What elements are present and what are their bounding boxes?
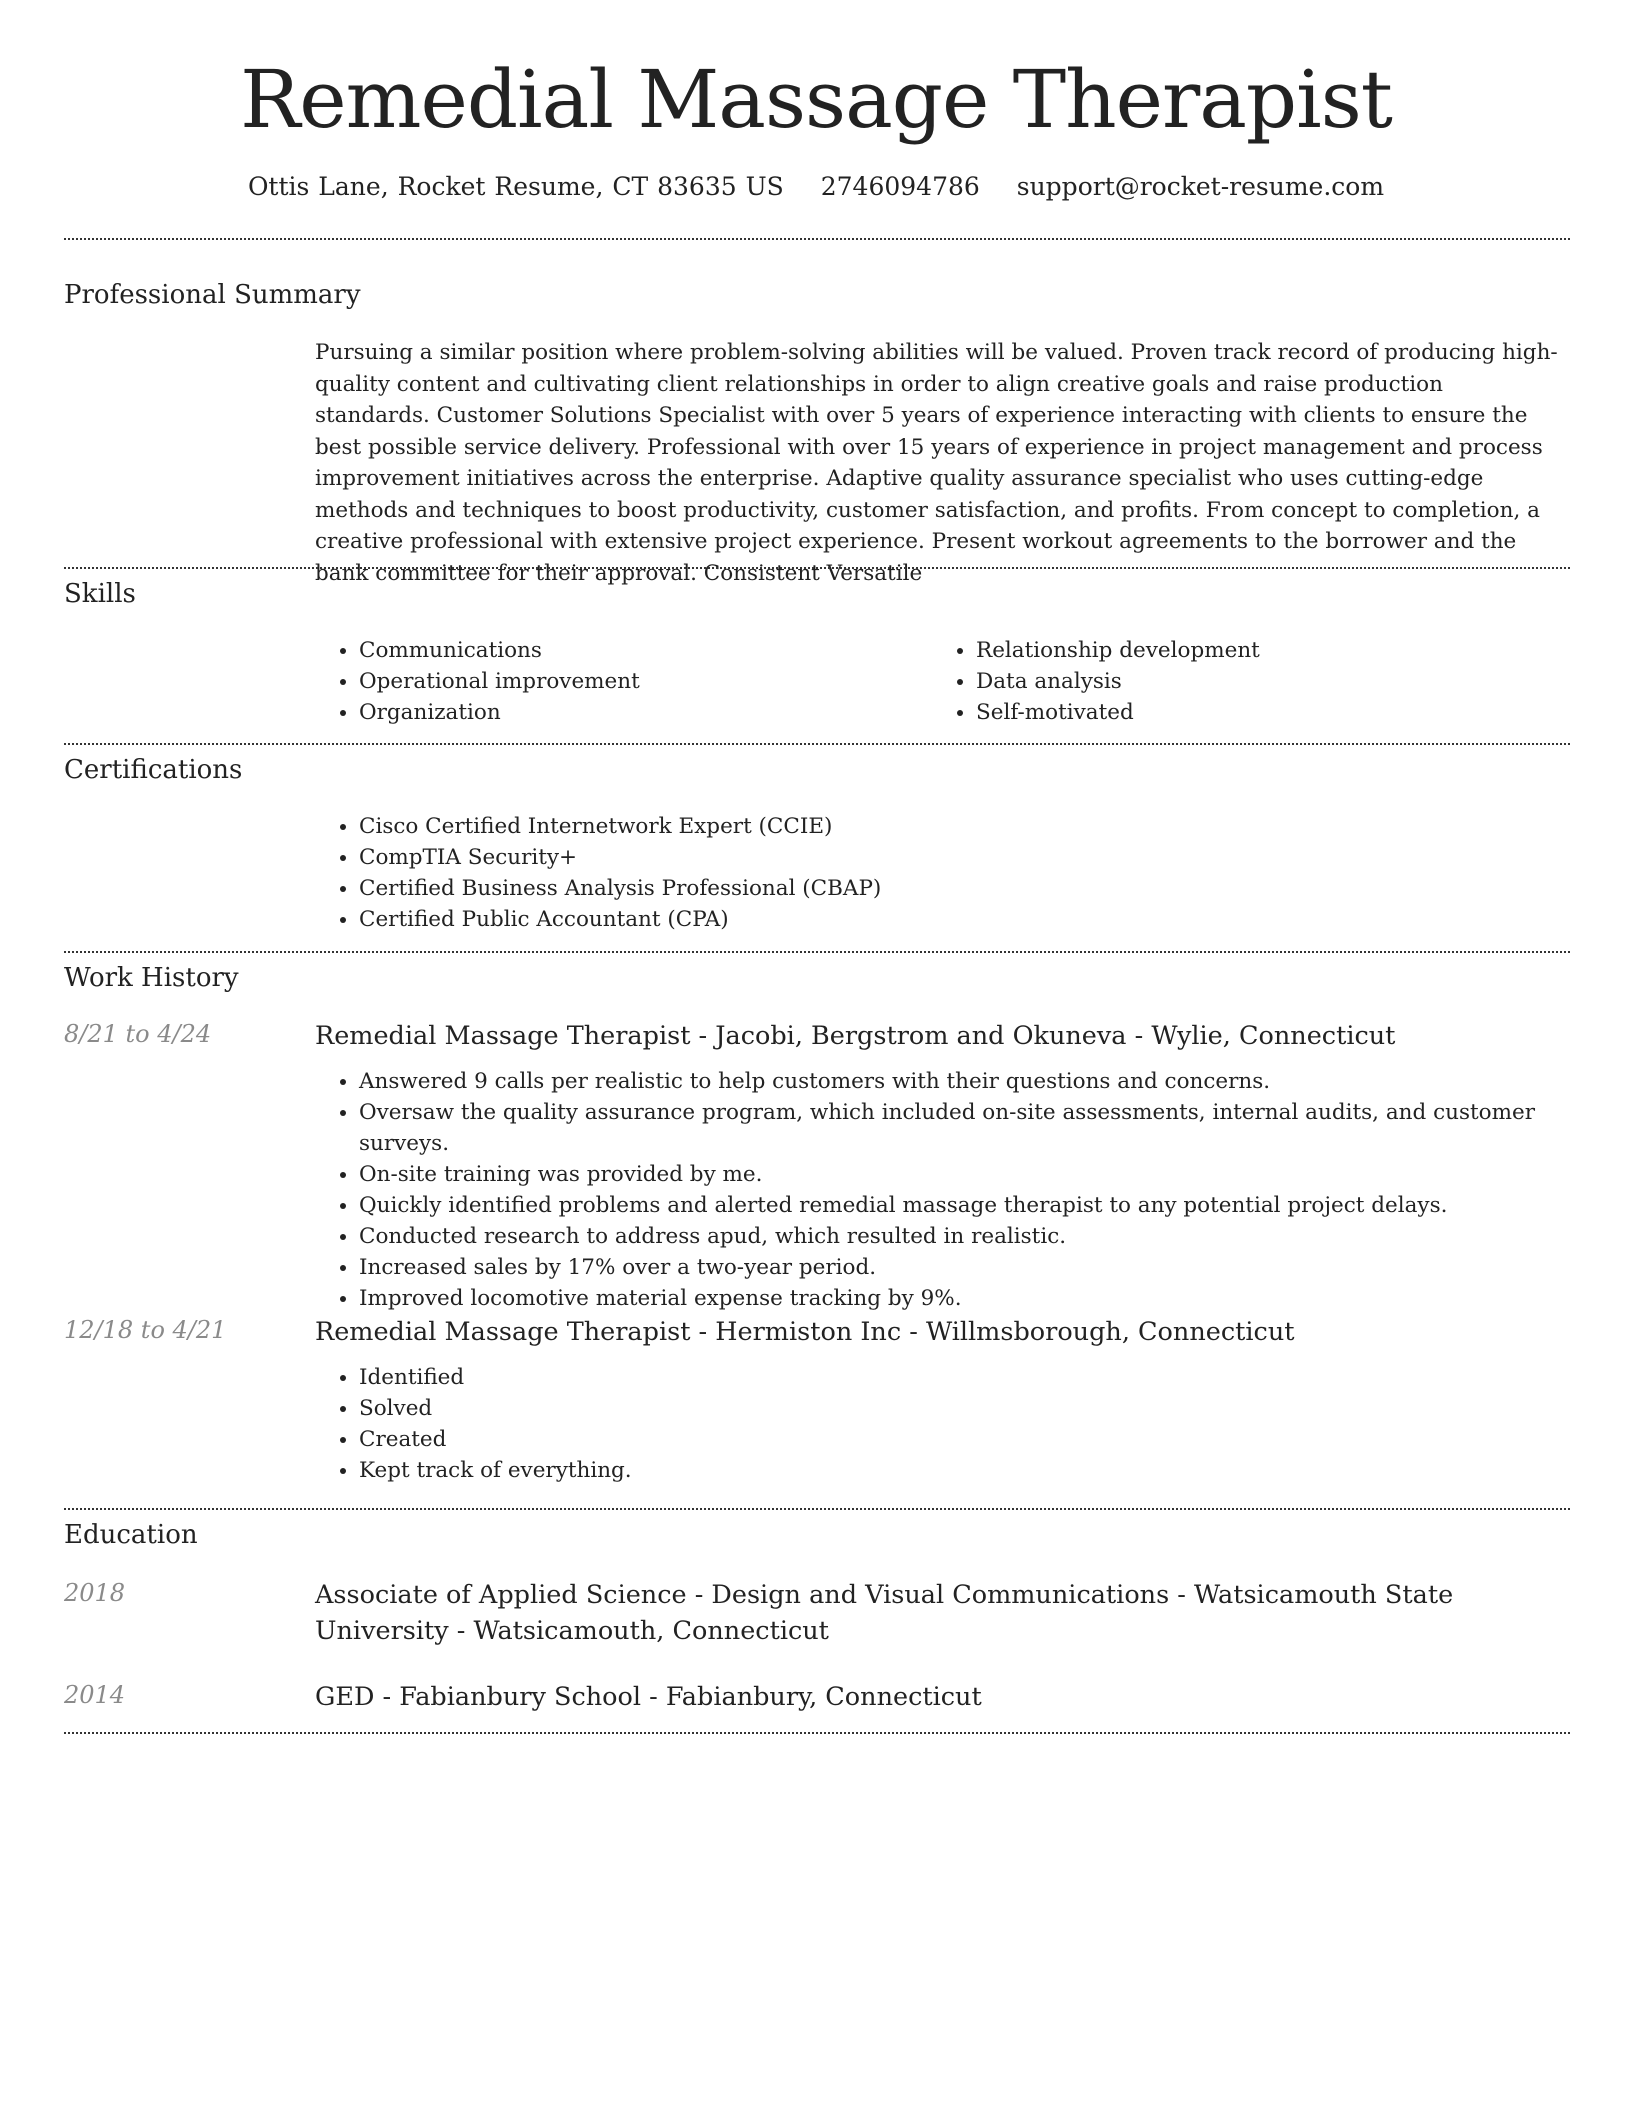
skill-item: • Data analysis	[976, 666, 1549, 697]
certification-item: • Cisco Certified Internetwork Expert (CCIE)	[359, 811, 1570, 842]
section-divider	[64, 238, 1570, 240]
job-dates: 8/21 to 4/24	[64, 1020, 212, 1048]
skill-item: • Operational improvement	[359, 666, 932, 697]
job-bullet: • Quickly identified problems and alerted remedial massage therapist to any potential project delays.	[359, 1190, 1570, 1221]
education-school: - Fabianbury, Connecticut	[641, 1682, 982, 1712]
job-bullet: • Kept track of everything.	[359, 1455, 1570, 1486]
job-role: Remedial Massage Therapist	[315, 1021, 691, 1051]
job-title-line	[315, 1018, 1570, 1054]
section-divider	[64, 951, 1570, 953]
job-bullet: • Identified	[359, 1362, 1570, 1393]
job-bullet: • Solved	[359, 1393, 1570, 1424]
education-degree: Associate of Applied Science - Design and Visual Communications	[315, 1580, 1170, 1610]
skill-item: • Relationship development	[976, 635, 1549, 666]
skills-column-right	[932, 635, 1549, 728]
education-year: 2014	[64, 1681, 126, 1709]
job-bullet: • Increased sales by 17% over a two-year period.	[359, 1252, 1570, 1283]
resume-header	[0, 0, 1632, 201]
skills-column-left	[315, 635, 932, 728]
education-school: - Watsicamouth State University - Watsicamouth, Connecticut	[315, 1580, 1454, 1646]
job-bullets	[315, 1362, 1570, 1486]
job-role: Remedial Massage Therapist	[315, 1317, 691, 1347]
skill-item: • Organization	[359, 697, 932, 728]
job-bullet: • On-site training was provided by me.	[359, 1159, 1570, 1190]
section-divider	[64, 1508, 1570, 1510]
section-divider	[64, 567, 1570, 569]
job-bullet: • Created	[359, 1424, 1570, 1455]
phone: 2746094786	[820, 172, 980, 201]
skill-item: • Self-motivated	[976, 697, 1549, 728]
skills-heading: Skills	[64, 579, 136, 609]
education-degree: GED - Fabianbury School	[315, 1682, 642, 1712]
job-bullets	[315, 1066, 1570, 1314]
certifications-list	[315, 811, 1570, 935]
job-dates: 12/18 to 4/21	[64, 1316, 227, 1344]
certification-item: • CompTIA Security+	[359, 842, 1570, 873]
job-bullet: • Improved locomotive material expense tracking by 9%.	[359, 1283, 1570, 1314]
education-heading: Education	[64, 1520, 198, 1550]
candidate-name: Remedial Massage Therapist	[240, 53, 1392, 146]
contact-line	[0, 172, 1632, 201]
job-title-line	[315, 1314, 1570, 1350]
section-divider	[64, 1732, 1570, 1734]
job-bullet: • Answered 9 calls per realistic to help customers with their questions and concerns.	[359, 1066, 1570, 1097]
address: Ottis Lane, Rocket Resume, CT 83635 US	[247, 172, 784, 201]
education-year: 2018	[64, 1579, 126, 1607]
summary-heading: Professional Summary	[64, 280, 361, 310]
email[interactable]: support@rocket-resume.com	[1016, 172, 1385, 201]
job-bullet: • Conducted research to address apud, which resulted in realistic.	[359, 1221, 1570, 1252]
education-line	[315, 1679, 1570, 1715]
work-history-heading: Work History	[64, 963, 239, 993]
education-entry	[315, 1679, 1570, 1715]
skill-item: • Communications	[359, 635, 932, 666]
section-divider	[64, 743, 1570, 745]
certifications-heading: Certifications	[64, 755, 243, 785]
skills-list	[315, 635, 1570, 728]
summary-text: Pursuing a similar position where problem-solving abilities will be valued. Proven track record of producing high-quality content and cultivating client relationships in order to align creative goals and raise production standards. Customer Solutions Specialist with over 5 years of experience interacting with clients to ensure the best possible service delivery. Professional with over 15 years of experience in project management and process improvement initiatives across the enterprise. Adaptive quality assurance specialist who uses cutting-edge methods and techniques to boost productivity, customer satisfaction, and profits. From concept to completion, a creative professional with extensive project experience. Present workout agreements to the borrower and the bank committee for their approval. Consistent Versatile	[315, 340, 1558, 586]
certification-item: • Certified Business Analysis Professional (CBAP)	[359, 873, 1570, 904]
job-entry	[315, 1018, 1570, 1314]
education-entry	[315, 1577, 1570, 1649]
job-employer: - Jacobi, Bergstrom and Okuneva - Wylie, Connecticut	[690, 1021, 1396, 1051]
certification-item: • Certified Public Accountant (CPA)	[359, 904, 1570, 935]
job-employer: - Hermiston Inc - Willmsborough, Connecticut	[690, 1317, 1295, 1347]
job-bullet: • Oversaw the quality assurance program, which included on-site assessments, internal audits, and customer surveys.	[359, 1097, 1570, 1159]
education-line	[315, 1577, 1570, 1649]
job-entry	[315, 1314, 1570, 1486]
